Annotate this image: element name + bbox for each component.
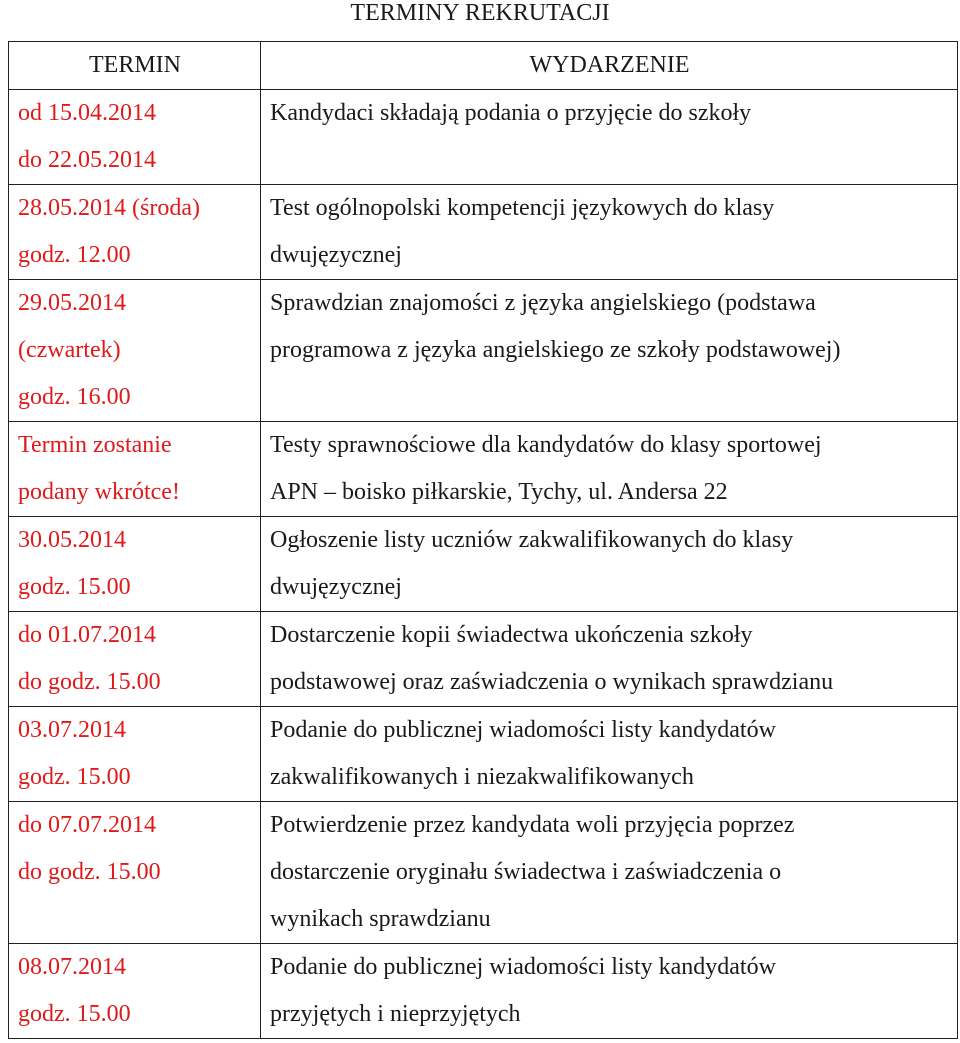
wydarzenie-line: zakwalifikowanych i niezakwalifikowanych [270, 764, 694, 790]
wydarzenie-line: dwujęzycznej [270, 242, 402, 268]
wydarzenie-line: dwujęzycznej [270, 574, 402, 600]
termin-cell [9, 422, 261, 517]
termin-line: godz. 15.00 [18, 764, 131, 790]
termin-line: od 15.04.2014 [18, 100, 156, 126]
wydarzenie-cell [261, 612, 958, 707]
termin-line: godz. 15.00 [18, 574, 131, 600]
page-title: TERMINY REKRUTACJI [350, 0, 610, 26]
table-row [9, 944, 958, 1039]
wydarzenie-cell [261, 185, 958, 280]
termin-line: do godz. 15.00 [18, 669, 161, 695]
termin-line: 30.05.2014 [18, 527, 126, 553]
termin-line: podany wkrótce! [18, 479, 180, 505]
header-termin: TERMIN [9, 42, 261, 90]
wydarzenie-cell [261, 944, 958, 1039]
wydarzenie-cell [261, 707, 958, 802]
wydarzenie-line: wynikach sprawdzianu [270, 906, 491, 932]
wydarzenie-cell [261, 517, 958, 612]
wydarzenie-line: Ogłoszenie listy uczniów zakwalifikowanych do klasy [270, 527, 794, 553]
wydarzenie-cell [261, 280, 958, 422]
termin-line: do 01.07.2014 [18, 622, 156, 648]
wydarzenie-line: dostarczenie oryginału świadectwa i zaświadczenia o [270, 859, 782, 885]
wydarzenie-line: Sprawdzian znajomości z języka angielskiego (podstawa [270, 290, 816, 316]
wydarzenie-line: przyjętych i nieprzyjętych [270, 1001, 521, 1027]
header-wydarzenie: WYDARZENIE [261, 42, 958, 90]
wydarzenie-line: programowa z języka angielskiego ze szkoły podstawowej) [270, 337, 841, 363]
wydarzenie-line: Potwierdzenie przez kandydata woli przyjęcia poprzez [270, 812, 795, 838]
termin-cell [9, 185, 261, 280]
wydarzenie-line: Kandydaci składają podania o przyjęcie do szkoły [270, 100, 752, 126]
termin-line: do 22.05.2014 [18, 147, 156, 173]
schedule-body [9, 90, 958, 1039]
termin-cell [9, 90, 261, 185]
wydarzenie-cell [261, 90, 958, 185]
wydarzenie-cell [261, 422, 958, 517]
table-row [9, 280, 958, 422]
wydarzenie-line: Podanie do publicznej wiadomości listy kandydatów [270, 717, 776, 743]
termin-line: 08.07.2014 [18, 954, 126, 980]
wydarzenie-line: Testy sprawnościowe dla kandydatów do klasy sportowej [270, 432, 822, 458]
wydarzenie-cell [261, 802, 958, 944]
table-row [9, 612, 958, 707]
termin-cell [9, 612, 261, 707]
table-row [9, 517, 958, 612]
table-row [9, 90, 958, 185]
termin-line: godz. 15.00 [18, 1001, 131, 1027]
table-row [9, 707, 958, 802]
termin-line: 03.07.2014 [18, 717, 126, 743]
wydarzenie-line: podstawowej oraz zaświadczenia o wynikach sprawdzianu [270, 669, 834, 695]
termin-cell [9, 707, 261, 802]
wydarzenie-line: Test ogólnopolski kompetencji językowych do klasy [270, 195, 775, 221]
termin-line: (czwartek) [18, 337, 121, 363]
termin-cell [9, 944, 261, 1039]
wydarzenie-line: APN – boisko piłkarskie, Tychy, ul. Andersa 22 [270, 479, 728, 505]
termin-line: Termin zostanie [18, 432, 172, 458]
table-row [9, 185, 958, 280]
wydarzenie-line: Podanie do publicznej wiadomości listy kandydatów [270, 954, 776, 980]
termin-line: godz. 12.00 [18, 242, 131, 268]
table-header-row [9, 42, 958, 90]
termin-line: do 07.07.2014 [18, 812, 156, 838]
table-row [9, 422, 958, 517]
termin-cell [9, 802, 261, 944]
schedule-table [8, 41, 958, 1039]
termin-cell [9, 280, 261, 422]
termin-line: do godz. 15.00 [18, 859, 161, 885]
termin-cell [9, 517, 261, 612]
table-row [9, 802, 958, 944]
wydarzenie-line: Dostarczenie kopii świadectwa ukończenia szkoły [270, 622, 753, 648]
termin-line: godz. 16.00 [18, 384, 131, 410]
termin-line: 28.05.2014 (środa) [18, 195, 200, 221]
termin-line: 29.05.2014 [18, 290, 126, 316]
